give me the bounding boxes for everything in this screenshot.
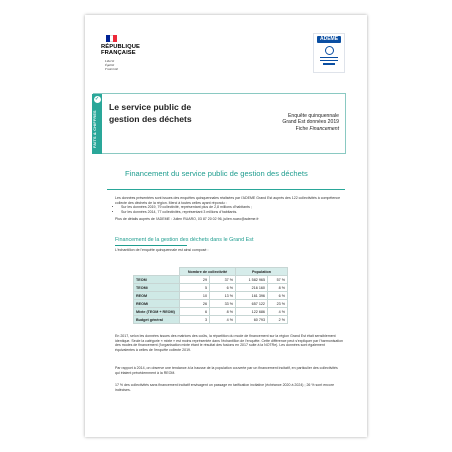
table-header-row: [134, 268, 288, 276]
document-title: Le service public de gestion des déchets: [109, 102, 192, 124]
republic-motto: [105, 60, 118, 71]
cell-count-pct: 4 %: [210, 316, 236, 324]
cell-population-pct: 8 %: [268, 284, 288, 292]
cell-population: 60 793: [236, 316, 268, 324]
table-row: [134, 276, 288, 284]
row-label: TEOM: [134, 276, 180, 284]
subtitle-line-2: Grand Est données 2019: [282, 119, 339, 126]
subtitle-line-3: [225, 126, 339, 132]
motto-line-1: Liberté: [105, 59, 115, 63]
cell-population: 161 396: [236, 292, 268, 300]
section-divider: [107, 189, 345, 190]
fiche-label: Fiche: [295, 125, 310, 132]
cell-population-pct: 2 %: [268, 316, 288, 324]
motto-line-2: Égalité: [105, 62, 115, 67]
cell-population: 216 160: [236, 284, 268, 292]
motto-line-3: Fraternité: [105, 66, 119, 71]
header-population: Population: [236, 268, 288, 276]
subsection-title: Financement de la gestion des déchets dans le Grand Est: [115, 237, 254, 243]
row-label: REOMi: [134, 300, 180, 308]
cell-count: 29: [180, 276, 210, 284]
document-subtitle: [225, 113, 339, 132]
section-title: Financement du service public de gestion des déchets: [125, 169, 308, 178]
ademe-tagline-mark: [323, 63, 335, 64]
row-label: Mixte (TEOM + REOM): [134, 308, 180, 316]
cell-count: 26: [180, 300, 210, 308]
cell-count-pct: 33 %: [210, 300, 236, 308]
intro-block: [115, 196, 343, 222]
cell-count-pct: 8 %: [210, 308, 236, 316]
ademe-tagline-mark: [320, 57, 338, 58]
table-row: [134, 300, 288, 308]
faits-chiffres-band: [92, 94, 102, 154]
fiche-topic: Financement: [309, 125, 339, 132]
cell-population: 1 582 965: [236, 276, 268, 284]
contact-line: Plus de détails auprès de l'ADEME : Julien RUARO, 03 87 20 02 96, julien.ruaro@ademe.fr: [115, 216, 259, 221]
list-item: • Sur les données 2019, 79 collectivité, représentant plus de 2,8 millions d'habitants ;: [121, 205, 343, 210]
french-flag-icon: [106, 35, 117, 42]
band-label: FAITS & CHIFFRES: [93, 110, 97, 148]
cell-population-pct: 6 %: [268, 292, 288, 300]
subsection-lead: L'échantillon de l'enquête quinquennale est ainsi composé :: [115, 248, 209, 252]
subtitle-line-1: Enquête quinquennale: [288, 113, 339, 119]
table-row: [134, 284, 288, 292]
table-row: [134, 308, 288, 316]
cell-population-pct: 4 %: [268, 308, 288, 316]
ademe-wordmark: ADEME: [317, 36, 341, 43]
republic-line-2: FRANÇAISE: [101, 50, 136, 57]
cell-population-pct: 23 %: [268, 300, 288, 308]
ademe-emblem-icon: [325, 46, 334, 55]
body-paragraph: 17 % des collectivités sans financement incitatif envisagent un passage en tarification incitative (échéance 2020 à 2024) ; 26 % sont encore indécises.: [115, 383, 335, 392]
table-row: [134, 292, 288, 300]
cell-count: 3: [180, 316, 210, 324]
header-collectivite: Nombre de collectivité: [180, 268, 236, 276]
cell-count: 5: [180, 284, 210, 292]
cell-population: 122 686: [236, 308, 268, 316]
republique-francaise-logo: [101, 44, 140, 56]
row-label: REOM: [134, 292, 180, 300]
cell-count-pct: 13 %: [210, 292, 236, 300]
body-paragraph: Par rapport à 2014, on observe une tendance à la hausse de la population couverte par un financement incitatif, en particulier des collectivités qui étaient précédemment à la REOM.: [115, 366, 338, 375]
ademe-logo: [313, 33, 345, 73]
list-item: • Sur les données 2014, 77 collectivités, représentant 3 millions d'habitants.: [121, 210, 343, 215]
intro-paragraph: Les données présentées sont issues des enquêtes quinquennales réalisées par l'ADEME Grand Est auprès des 122 collectivités à compétence collecte des déchets de la région. Merci à toutes celles ayant répondu :: [115, 196, 341, 205]
body-paragraph: En 2017, selon les données issues des matrices des coûts, la répartition du mode de financement sur la région Grand Est était sensiblement identique. Seule la catégorie « mixte » est moins représentée dans l'échantillon de l'enquête. Cette différence peut s'expliquer par l'harmonisation des modes de financement (l'organisation mixte étant le résultat des fusions en 2017 suite à la NOTRe). Les données sont également équivalentes à celles de l'enquête collecte 2019.: [115, 334, 344, 353]
cell-count-pct: 6 %: [210, 284, 236, 292]
cell-count: 10: [180, 292, 210, 300]
table-corner: [134, 268, 180, 276]
ademe-tagline-mark: [320, 60, 338, 61]
republic-line-1: RÉPUBLIQUE: [101, 44, 141, 50]
cell-count-pct: 37 %: [210, 276, 236, 284]
table-row: [134, 316, 288, 324]
check-icon: ✓: [94, 96, 100, 102]
intro-list: [115, 205, 343, 214]
financing-table: [133, 267, 288, 324]
cell-population-pct: 57 %: [268, 276, 288, 284]
document-page: [85, 15, 367, 437]
cell-count: 6: [180, 308, 210, 316]
row-label: Budget général: [134, 316, 180, 324]
subsection-underline: [115, 245, 187, 246]
row-label: TEOMi: [134, 284, 180, 292]
cell-population: 657 122: [236, 300, 268, 308]
